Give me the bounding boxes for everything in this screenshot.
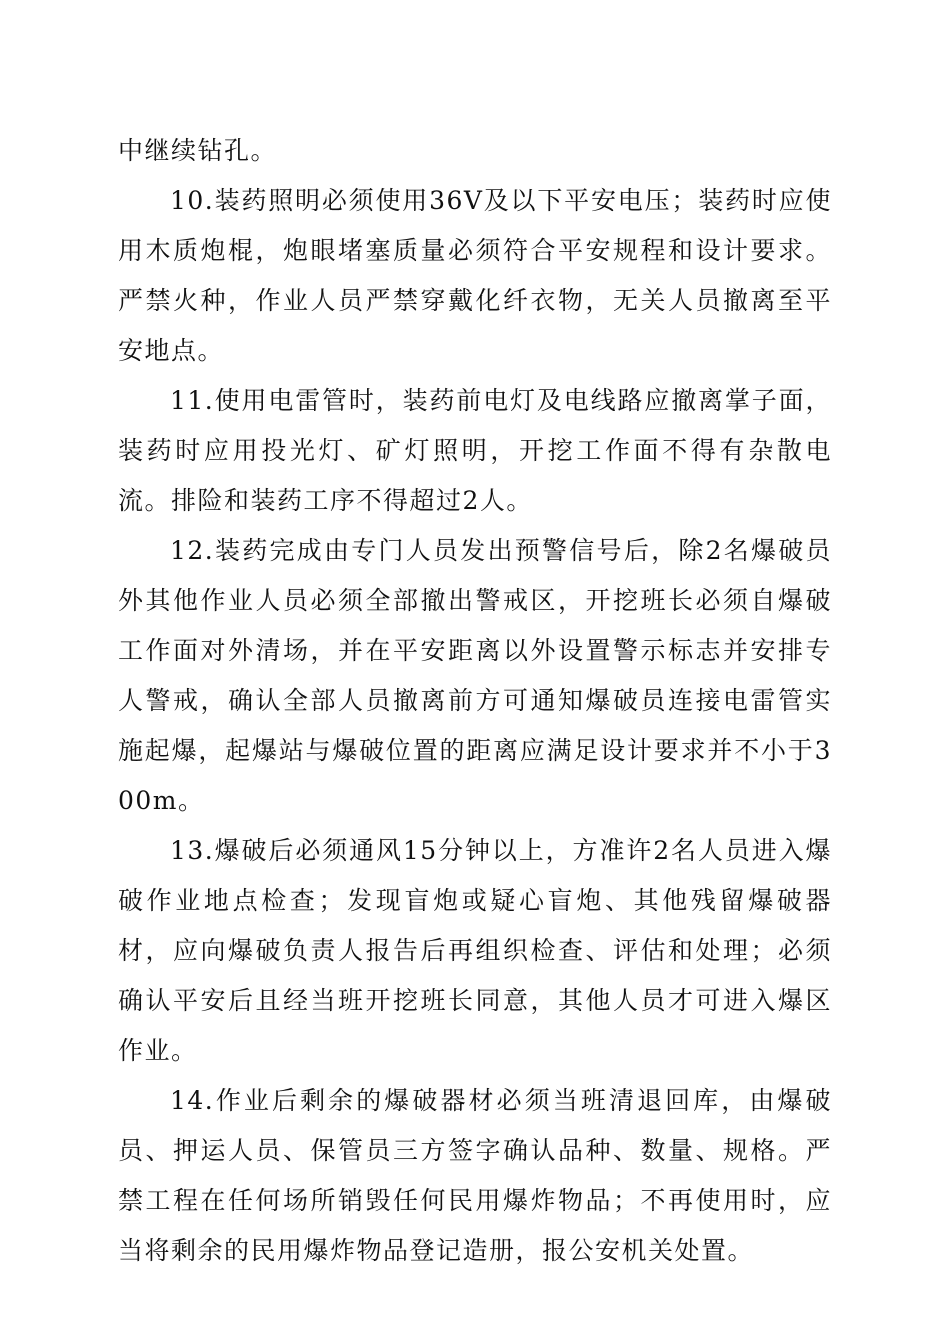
document-body [118, 126, 832, 1276]
paragraph-item-10: 10.装药照明必须使用36V及以下平安电压；装药时应使用木质炮棍，炮眼堵塞质量必须符合平安规程和设计要求。严禁火种，作业人员严禁穿戴化纤衣物，无关人员撤离至平安地点。 [118, 186, 832, 365]
paragraph-item-12: 12.装药完成由专门人员发出预警信号后，除2名爆破员外其他作业人员必须全部撤出警戒区，开挖班长必须自爆破工作面对外清场，并在平安距离以外设置警示标志并安排专人警戒，确认全部人员撤离前方可通知爆破员连接电雷管实施起爆，起爆站与爆破位置的距离应满足设计要求并不小于300m。 [118, 536, 832, 815]
paragraph-item-14: 14.作业后剩余的爆破器材必须当班清退回库，由爆破员、押运人员、保管员三方签字确认品种、数量、规格。严禁工程在任何场所销毁任何民用爆炸物品；不再使用时，应当将剩余的民用爆炸物品登记造册，报公安机关处置。 [118, 1086, 832, 1265]
paragraph-item-13: 13.爆破后必须通风15分钟以上，方准许2名人员进入爆破作业地点检查；发现盲炮或疑心盲炮、其他残留爆破器材，应向爆破负责人报告后再组织检查、评估和处理；必须确认平安后且经当班开挖班长同意，其他人员才可进入爆区作业。 [118, 836, 832, 1065]
paragraph-item-11: 11.使用电雷管时，装药前电灯及电线路应撤离掌子面，装药时应用投光灯、矿灯照明，开挖工作面不得有杂散电流。排险和装药工序不得超过2人。 [118, 386, 832, 515]
paragraph-continuation: 中继续钻孔。 [118, 136, 278, 165]
